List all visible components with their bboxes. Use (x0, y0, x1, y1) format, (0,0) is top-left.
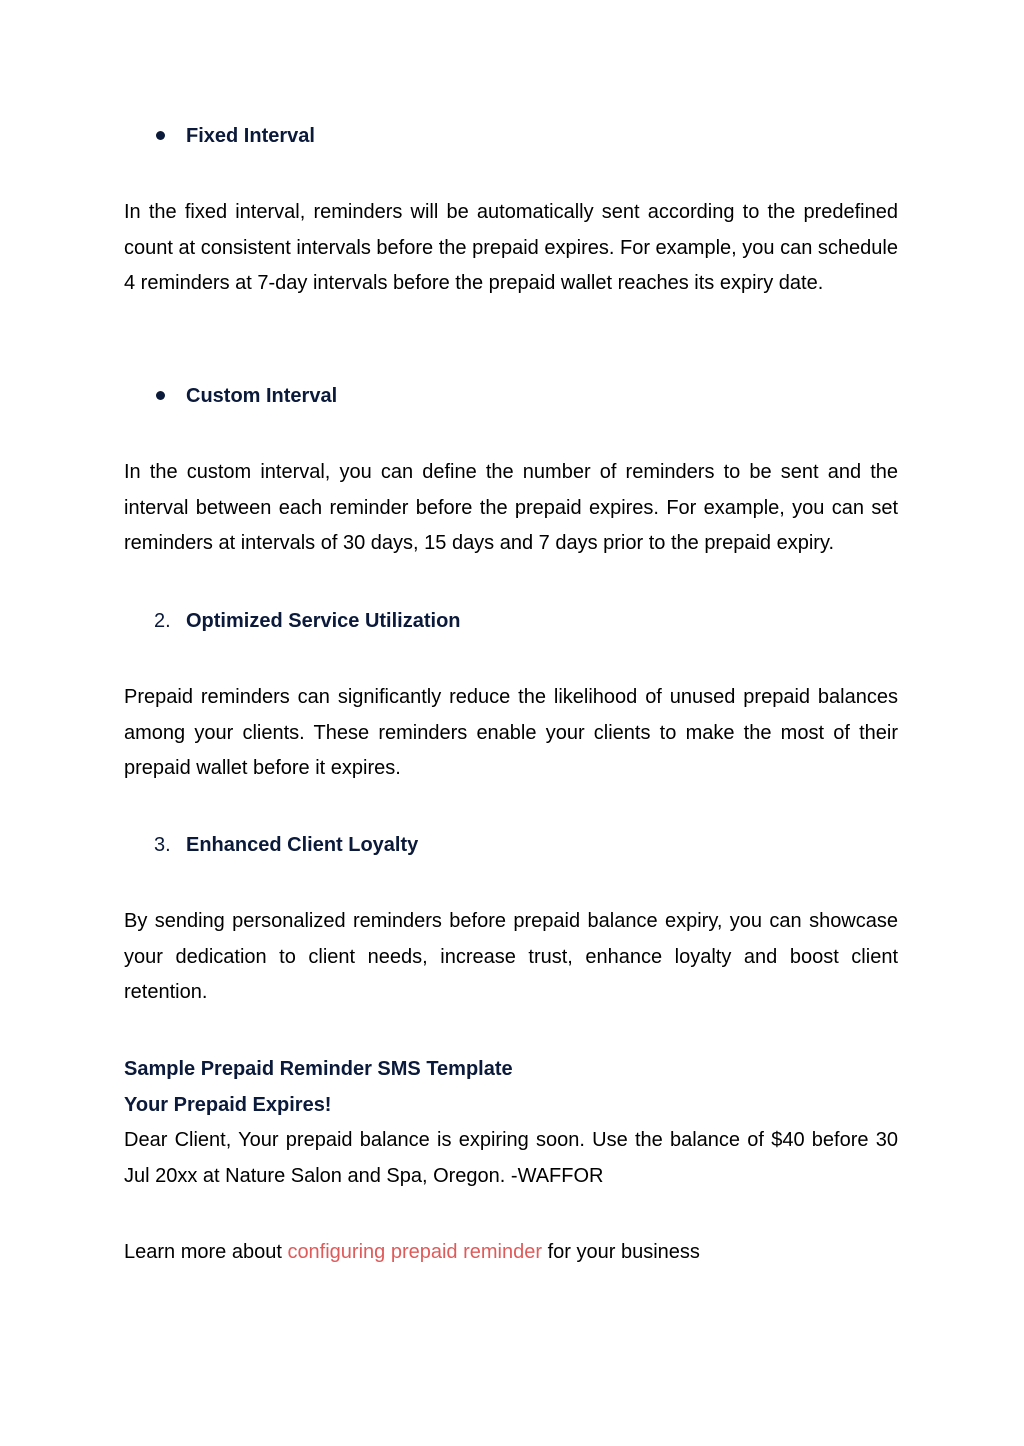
bullet-dot-icon (156, 131, 165, 140)
learn-more-line (124, 1235, 898, 1271)
configuring-prepaid-reminder-link[interactable]: configuring prepaid reminder (287, 1241, 543, 1263)
sample-template-subtitle: Your Prepaid Expires! (124, 1094, 332, 1116)
list-number: 2. (154, 609, 171, 632)
sample-sms-message: Dear Client, Your prepaid balance is expiring soon. Use the balance of $40 before 30 Jul 20xx at Nature Salon and Spa, Oregon. -WAFFOR (124, 1129, 898, 1187)
list-number: 3. (154, 833, 171, 856)
paragraph-optimized: Prepaid reminders can significantly reduce the likelihood of unused prepaid balances among your clients. These reminders enable your clients to make the most of their prepaid wallet before it expires. (124, 686, 898, 780)
paragraph-custom-interval: In the custom interval, you can define the number of reminders to be sent and the interval between each reminder before the prepaid expires. For example, you can set reminders at intervals of 30 days, 15 days and 7 days prior to the prepaid expiry. (124, 461, 898, 555)
heading-optimized: Optimized Service Utilization (186, 609, 461, 632)
heading-fixed-interval: Fixed Interval (186, 124, 315, 147)
heading-loyalty: Enhanced Client Loyalty (186, 833, 419, 856)
learn-more-prefix: Learn more about (124, 1241, 288, 1263)
paragraph-fixed-interval: In the fixed interval, reminders will be automatically sent according to the predefined count at consistent intervals before the prepaid expires. For example, you can schedule 4 reminders at 7-day intervals before the prepaid wallet reaches its expiry date. (124, 201, 898, 295)
sample-template-title: Sample Prepaid Reminder SMS Template (124, 1058, 513, 1080)
bullet-dot-icon (156, 391, 165, 400)
heading-custom-interval: Custom Interval (186, 384, 338, 407)
learn-more-suffix: for your business (542, 1241, 700, 1263)
paragraph-loyalty: By sending personalized reminders before prepaid balance expiry, you can showcase your dedication to client needs, increase trust, enhance loyalty and boost client retention. (124, 910, 898, 1004)
